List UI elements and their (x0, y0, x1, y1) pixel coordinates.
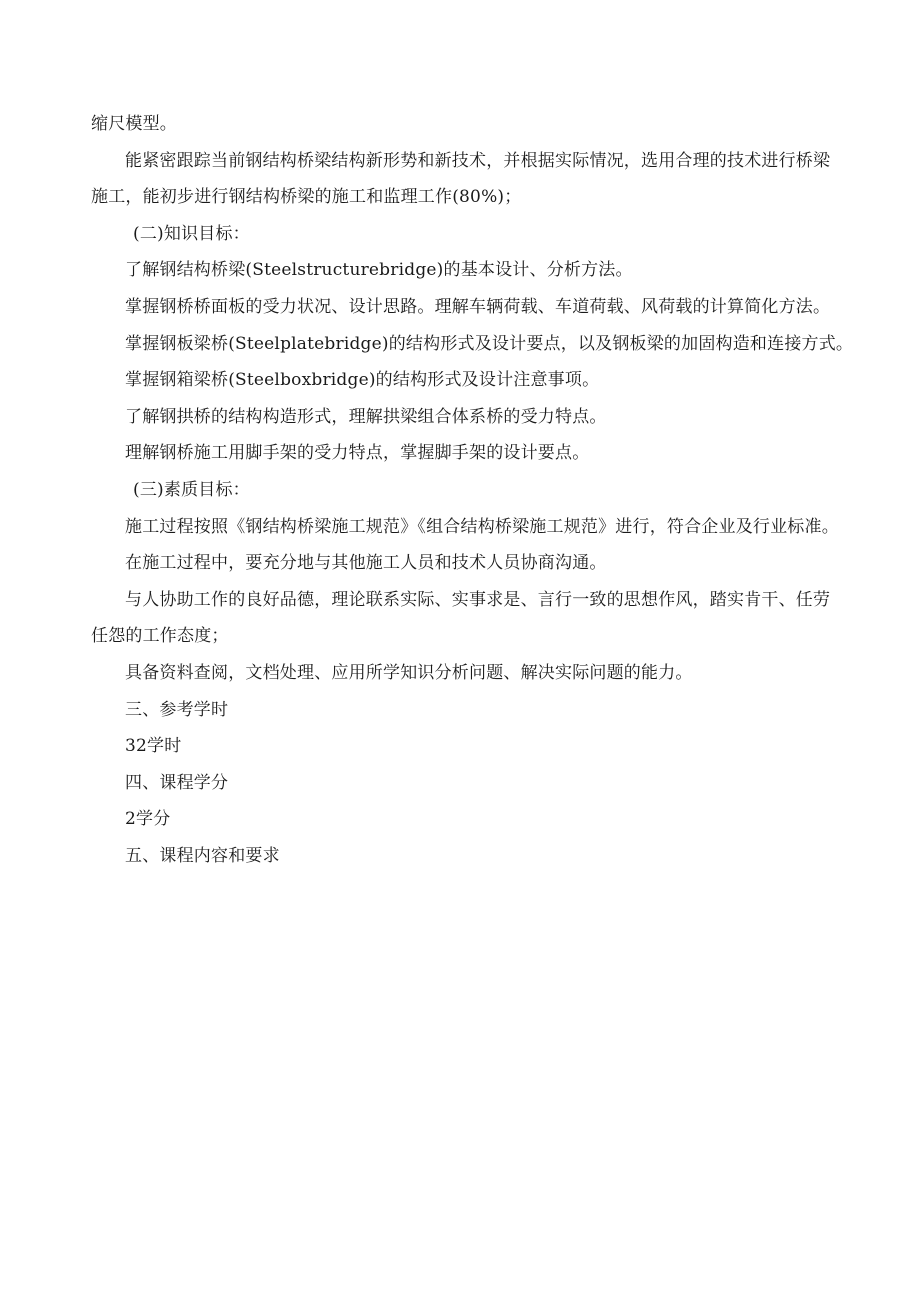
section-heading-hours: 三、参考学时 (125, 699, 229, 720)
hours-value: 32学时 (125, 736, 182, 757)
section-heading-quality: (三)素质目标： (133, 479, 250, 500)
knowledge-item-2: 掌握钢桥桥面板的受力状况、设计思路。理解车辆荷载、车道荷载、风荷载的计算简化方法。 (125, 296, 831, 317)
knowledge-item-5: 了解钢拱桥的结构构造形式，理解拱梁组合体系桥的受力特点。 (125, 406, 607, 427)
paragraph-continuation: 缩尺模型。 (91, 114, 177, 134)
knowledge-item-6: 理解钢桥施工用脚手架的受力特点，掌握脚手架的设计要点。 (125, 443, 590, 464)
credits-value: 2学分 (125, 809, 171, 830)
knowledge-item-4: 掌握钢箱梁桥(Steelboxbridge)的结构形式及设计注意事项。 (125, 370, 600, 391)
quality-item-3: 与人协助工作的良好品德，理论联系实际、实事求是、言行一致的思想作风，踏实肯干、任劳 (125, 589, 831, 610)
quality-item-4: 具备资料查阅，文档处理、应用所学知识分析问题、解决实际问题的能力。 (125, 662, 693, 683)
paragraph-tracking-tech-cont: 施工，能初步进行钢结构桥梁的施工和监理工作(80%)； (91, 187, 522, 208)
section-heading-content: 五、课程内容和要求 (125, 845, 280, 866)
quality-item-1: 施工过程按照《钢结构桥梁施工规范》《组合结构桥梁施工规范》进行，符合企业及行业标准。 (125, 516, 839, 537)
knowledge-item-1: 了解钢结构桥梁(Steelstructurebridge)的基本设计、分析方法。 (125, 260, 633, 281)
document-body (91, 106, 854, 874)
quality-item-2: 在施工过程中，要充分地与其他施工人员和技术人员协商沟通。 (125, 553, 607, 574)
knowledge-item-3: 掌握钢板梁桥(Steelplatebridge)的结构形式及设计要点，以及钢板梁的加固构造和连接方式。 (125, 333, 854, 354)
paragraph-tracking-tech: 能紧密跟踪当前钢结构桥梁结构新形势和新技术，并根据实际情况，选用合理的技术进行桥梁 (125, 150, 831, 171)
section-heading-knowledge: (二)知识目标： (133, 223, 250, 244)
section-heading-credits: 四、课程学分 (125, 772, 229, 793)
quality-item-3-cont: 任怨的工作态度； (91, 626, 229, 647)
